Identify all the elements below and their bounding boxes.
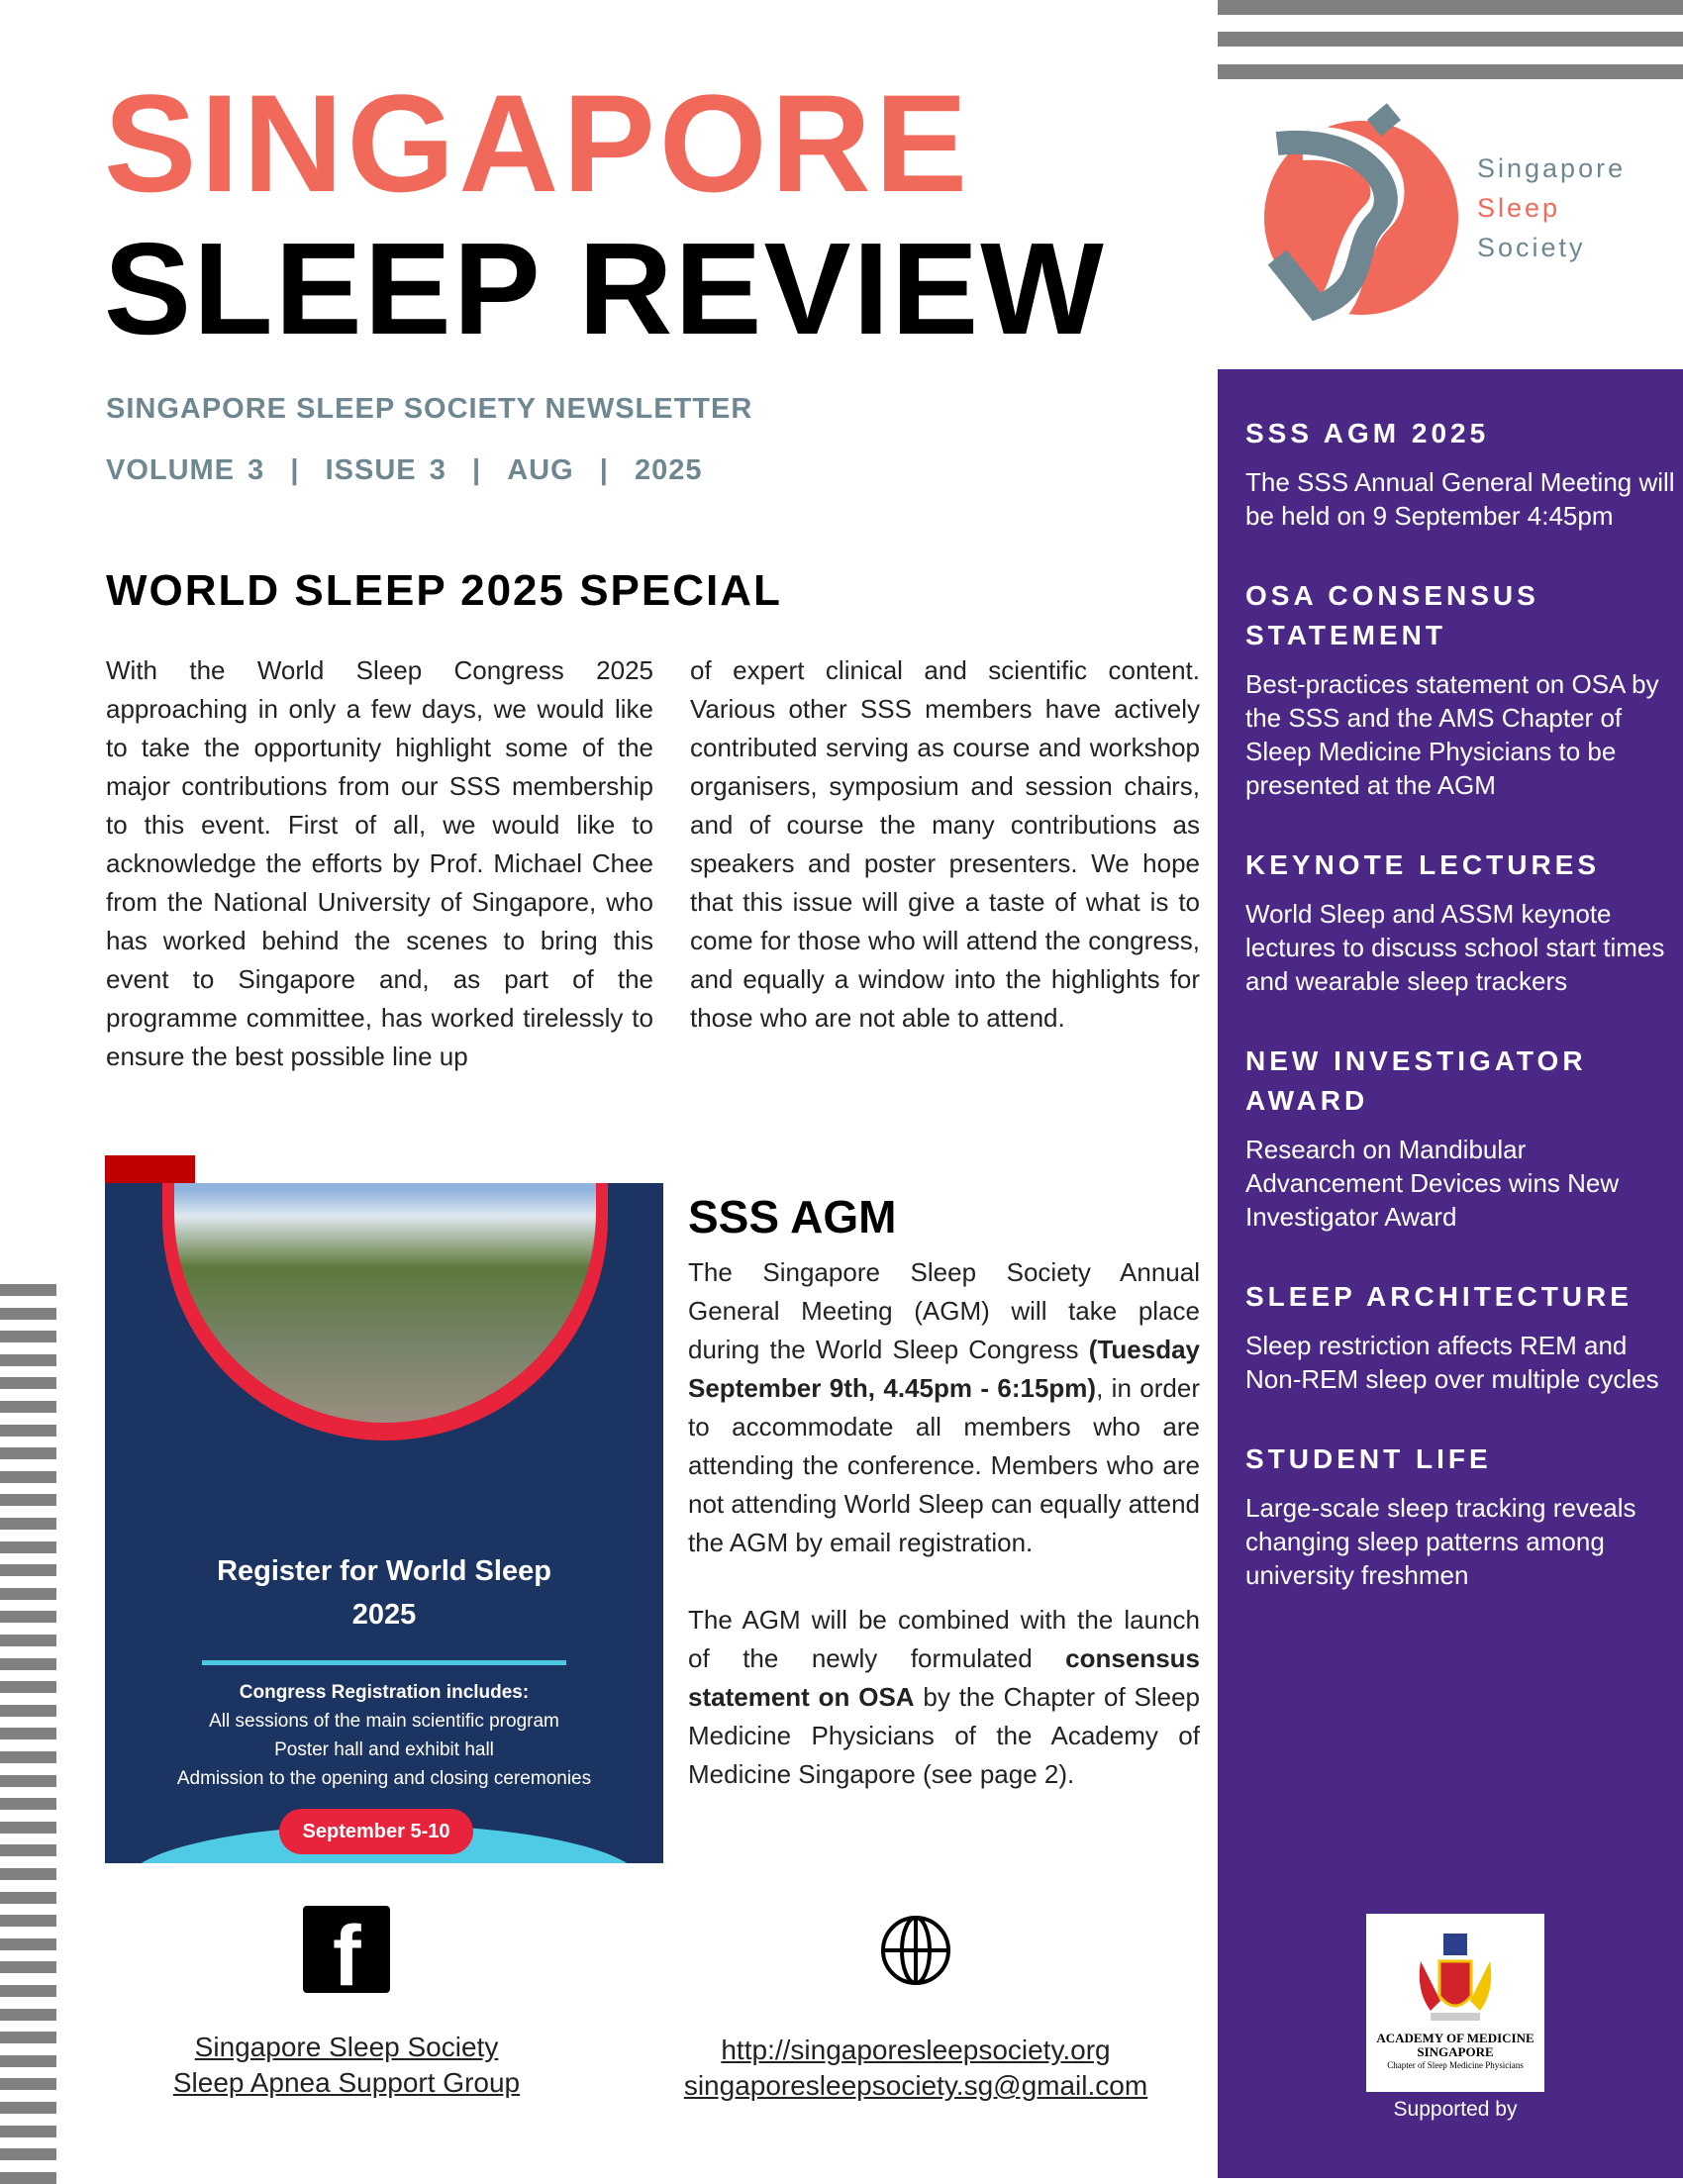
decorative-stripe	[1218, 32, 1683, 47]
masthead-title-line2: SLEEP REVIEW	[104, 216, 1106, 361]
facebook-links	[99, 2030, 594, 2101]
issue-info	[106, 454, 703, 487]
left-stripe	[0, 2009, 56, 2021]
feature-column-1: With the World Sleep Congress 2025 approaching in only a few days, we would like to take the opportunity highlight some of the major contributions from our SSS membership to this event. First of all, we would like to acknowledge the efforts by Prof. Michael Chee from the National University of Singapore, who has worked behind the scenes to bring this event to Singapore and, as part of the programme committee, has worked tirelessly to ensure the best possible line up	[106, 655, 653, 1071]
academy-of-medicine-logo	[1366, 1914, 1544, 2092]
left-stripe	[0, 1705, 56, 1717]
left-stripe	[0, 2102, 56, 2114]
logo-text-sleep: Sleep	[1477, 193, 1561, 223]
left-stripe	[0, 2078, 56, 2090]
left-stripe	[0, 1331, 56, 1342]
globe-icon[interactable]	[879, 1914, 952, 1987]
sidebar-text: World Sleep and ASSM keynote lectures to discuss school start times and wearable sleep trackers	[1245, 899, 1665, 996]
agm-consensus-bold: consensus statement on OSA	[688, 1643, 1200, 1712]
email-link[interactable]: singaporesleepsociety.sg@gmail.com	[683, 2070, 1148, 2101]
sidebar-text: Best-practices statement on OSA by the SSS and the AMS Chapter of Sleep Medicine Physicians to be presented at the AGM	[1245, 669, 1659, 800]
left-stripe	[0, 1588, 56, 1600]
left-stripe	[0, 1751, 56, 1763]
poster-dates-badge: September 5-10	[279, 1809, 473, 1854]
left-stripe	[0, 2032, 56, 2043]
sss-logo	[1257, 99, 1653, 327]
left-stripe	[0, 1494, 56, 1506]
sidebar-text: The SSS Annual General Meeting will be held on 9 September 4:45pm	[1245, 467, 1675, 531]
academy-chapter: Chapter of Sleep Medicine Physicians	[1387, 2060, 1524, 2070]
left-stripe	[0, 1985, 56, 1997]
sidebar-items	[1245, 414, 1677, 1636]
supported-by-caption: Supported by	[1393, 2098, 1518, 2121]
facebook-icon[interactable]: f	[303, 1906, 390, 1993]
link-singapore-sleep-society[interactable]: Singapore Sleep Society	[194, 2032, 499, 2062]
website-link[interactable]: http://singaporesleepsociety.org	[721, 2035, 1111, 2065]
poster-includes-heading: Congress Registration includes:	[239, 1682, 530, 1703]
left-stripe	[0, 1892, 56, 1904]
sss-logo-mark	[1257, 99, 1465, 327]
agm-text: , in order to accommodate all members who are attending the conference. Members who are not attending World Sleep can equally attend the AGM by email registration.	[688, 1373, 1200, 1557]
left-stripe	[0, 1564, 56, 1576]
left-stripe	[0, 1961, 56, 1973]
left-stripe	[0, 1518, 56, 1530]
left-stripe	[0, 1611, 56, 1623]
left-stripe	[0, 1377, 56, 1389]
sidebar-text: Research on Mandibular Advancement Devices wins New Investigator Award	[1245, 1135, 1620, 1232]
feature-heading: WORLD SLEEP 2025 SPECIAL	[106, 566, 782, 615]
decorative-stripe	[1218, 64, 1683, 79]
web-links	[634, 2033, 1198, 2104]
link-sleep-apnea-support-group[interactable]: Sleep Apnea Support Group	[172, 2067, 521, 2098]
poster-photo	[174, 1183, 596, 1423]
left-stripe	[0, 1938, 56, 1950]
academy-name-line2: SINGAPORE	[1417, 2044, 1494, 2059]
agm-text: by the Chapter of Sleep Medicine Physicians of the Academy of Medicine Singapore (see page 2).	[688, 1682, 1200, 1789]
coat-of-arms-icon	[1416, 1932, 1495, 2031]
left-stripe	[0, 1775, 56, 1787]
logo-text-society: Society	[1477, 233, 1586, 262]
left-stripe	[0, 1844, 56, 1856]
left-stripe	[0, 1401, 56, 1413]
sidebar-heading: OSA CONSENSUS STATEMENT	[1245, 580, 1539, 650]
agm-paragraph-1	[688, 1253, 1200, 1562]
month: AUG	[507, 454, 574, 486]
left-stripe	[0, 1798, 56, 1810]
sidebar-heading: SLEEP ARCHITECTURE	[1245, 1281, 1633, 1312]
left-stripe	[0, 1658, 56, 1670]
agm-section	[688, 1188, 1200, 1794]
accent-bar	[105, 1155, 195, 1183]
left-stripe	[0, 1471, 56, 1483]
separator: |	[471, 454, 482, 486]
left-stripe	[0, 1822, 56, 1834]
sidebar-heading: NEW INVESTIGATOR AWARD	[1245, 1045, 1587, 1116]
left-stripe	[0, 1728, 56, 1739]
left-stripe	[0, 1447, 56, 1459]
poster-item: Poster hall and exhibit hall	[274, 1739, 494, 1760]
sidebar-heading: SSS AGM 2025	[1245, 418, 1490, 448]
poster-divider	[202, 1660, 566, 1665]
world-sleep-poster	[105, 1183, 663, 1863]
sidebar	[1218, 369, 1683, 2178]
left-stripe	[0, 1915, 56, 1927]
left-stripe	[0, 1635, 56, 1646]
left-stripe	[0, 1868, 56, 1880]
agm-text: The AGM will be combined with the launch of the newly formulated	[688, 1605, 1200, 1673]
feature-column-2: of expert clinical and scientific content. Various other SSS members have actively contributed serving as course and workshop organisers, symposium and session chairs, and of course the many contributions as speakers and poster presenters. We hope that this issue will give a taste of what is to come for those who will attend the congress, and equally a window into the highlights for those who are not able to attend.	[690, 655, 1200, 1033]
poster-item: Admission to the opening and closing ceremonies	[176, 1768, 592, 1789]
left-stripe	[0, 1541, 56, 1553]
separator: |	[599, 454, 609, 486]
sidebar-heading: KEYNOTE LECTURES	[1245, 849, 1601, 880]
agm-paragraph-2	[688, 1601, 1200, 1794]
sidebar-text: Sleep restriction affects REM and Non-REM sleep over multiple cycles	[1245, 1331, 1659, 1394]
left-stripe	[0, 1284, 56, 1296]
left-stripe	[0, 1354, 56, 1366]
year: 2025	[635, 454, 703, 486]
poster-title-line1: Register for World Sleep	[217, 1555, 551, 1587]
agm-heading: SSS AGM	[688, 1191, 897, 1242]
left-stripe	[0, 1425, 56, 1437]
poster-title-line2: 2025	[351, 1599, 417, 1631]
logo-text-singapore: Singapore	[1477, 153, 1627, 183]
agm-text: The Singapore Sleep Society Annual General Meeting (AGM) will take place during the World Sleep Congress	[688, 1257, 1200, 1364]
left-stripe	[0, 1681, 56, 1693]
sidebar-text: Large-scale sleep tracking reveals changing sleep patterns among university freshmen	[1245, 1493, 1636, 1590]
issue: ISSUE 3	[325, 454, 446, 486]
newsletter-subtitle: SINGAPORE SLEEP SOCIETY NEWSLETTER	[106, 393, 753, 425]
sidebar-heading: STUDENT LIFE	[1245, 1443, 1492, 1474]
volume: VOLUME 3	[106, 454, 265, 486]
left-stripe	[0, 2126, 56, 2137]
academy-name: ACADEMY OF MEDICINE	[1376, 2031, 1534, 2045]
left-stripe	[0, 2055, 56, 2067]
masthead-title-line1: SINGAPORE	[104, 65, 972, 221]
left-stripe	[0, 2148, 56, 2160]
agm-date-time: (Tuesday September 9th, 4.45pm - 6:15pm)	[688, 1335, 1200, 1403]
poster-item: All sessions of the main scientific program	[209, 1711, 559, 1732]
decorative-stripe	[1218, 0, 1683, 15]
separator: |	[290, 454, 300, 486]
left-stripe	[0, 1308, 56, 1320]
